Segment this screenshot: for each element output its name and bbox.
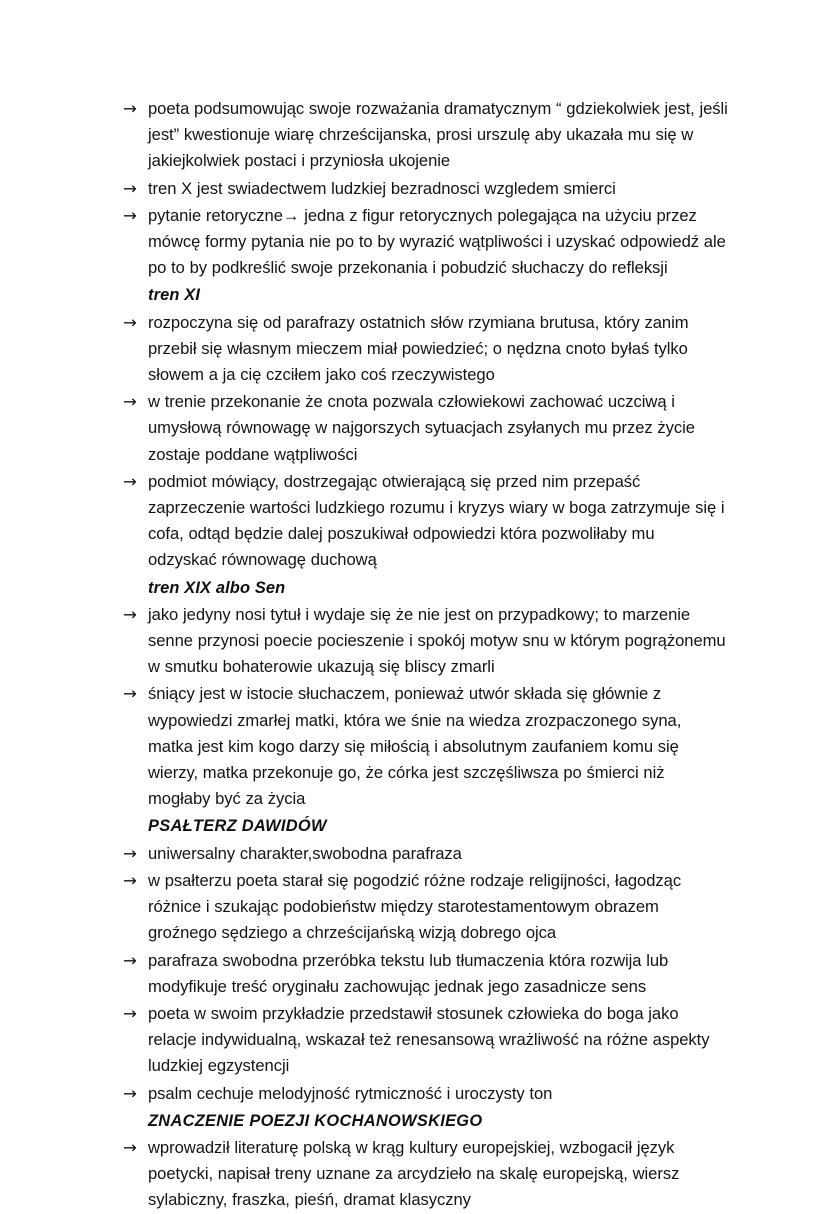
arrow-right-icon: → (123, 392, 137, 412)
list-item (122, 1001, 728, 1080)
arrow-right-icon: → (123, 1137, 137, 1157)
list-item (122, 1081, 728, 1107)
list-item-text: w trenie przekonanie że cnota pozwala człowiekowi zachować uczciwą i umysłową równowagę w najgorszych sytuacjach zsyłanych mu przez życie zostaje poddane wątpliwości (148, 392, 695, 464)
list-item-text: uniwersalny charakter,swobodna parafraza (148, 843, 462, 863)
arrow-right-icon: → (123, 843, 137, 863)
arrow-right-icon: → (123, 312, 137, 332)
arrow-right-icon: → (123, 471, 137, 491)
list-item-text: poeta podsumowując swoje rozważania dramatycznym “ gdziekolwiek jest, jeśli jest” kwestionuje wiarę chrześcijanska, prosi urszulę aby ukazała mu się w jakiejkolwiek postaci i przyniosła ukojenie (148, 99, 728, 171)
section-heading: tren XIX albo Sen (148, 578, 286, 597)
list-item (122, 469, 728, 574)
list-item-text: w psałterzu poeta starał się pogodzić różne rodzaje religijności, łagodząc różnice i szukając podobieństw między starotestamentowym obrazem groźnego sędziego a chrześcijańską wizją dobrego ojca (148, 870, 682, 943)
list-item-text: psalm cechuje melodyjność rytmiczność i uroczysty ton (148, 1083, 553, 1103)
arrow-right-icon: → (123, 950, 137, 970)
section-heading: ZNACZENIE POEZJI KOCHANOWSKIEGO (148, 1111, 483, 1130)
list-item-text: tren X jest swiadectwem ludzkiej bezradnosci wzgledem smierci (148, 178, 616, 198)
notes-content (122, 96, 728, 1214)
list-item (122, 310, 728, 389)
arrow-right-icon: → (123, 99, 137, 118)
list-item (122, 841, 728, 867)
list-item (122, 176, 728, 202)
list-item-text: parafraza swobodna przeróbka tekstu lub tłumaczenia która rozwija lub modyfikuje treść oryginału zachowując jednak jego zasadnicze sens (148, 950, 669, 996)
list-item (122, 389, 728, 468)
list-item (122, 602, 728, 681)
arrow-right-icon: → (123, 1003, 137, 1023)
arrow-right-icon: → (123, 178, 137, 198)
list-item-text: poeta w swoim przykładzie przedstawił stosunek człowieka do boga jako relacje indywidualną, wskazał też renesansową wrażliwość na różne aspekty ludzkiej egzystencji (148, 1003, 710, 1076)
arrow-right-icon: → (123, 684, 137, 704)
list-item (122, 948, 728, 1000)
list-item-text: podmiot mówiący, dostrzegając otwierającą się przed nim przepaść zaprzeczenie wartości ludzkiego rozumu i kryzys wiary w boga zatrzymuje się i cofa, odtąd będzie dalej poszukiwał odpowiedzi która pozwoliłaby mu odzyskać równowagę duchową (148, 471, 725, 570)
list-item (122, 1135, 728, 1214)
list-item (122, 868, 728, 947)
arrow-right-icon: → (123, 1083, 137, 1103)
list-item-text: wprowadził literaturę polską w krąg kultury europejskiej, wzbogacił język poetycki, napisał treny uznane za arcydzieło na skalę europejską, wiersz sylabiczny, fraszka, pieśń, dramat klasyczny (148, 1137, 680, 1210)
section-heading: tren XI (148, 286, 201, 305)
section-heading: PSAŁTERZ DAWIDÓW (148, 817, 327, 836)
list-item-text: pytanie retoryczne→ jedna z figur retorycznych polegająca na użyciu przez mówcę formy pytania nie po to by wyrazić wątpliwości i uzyskać odpowiedź ale po to by podkreślić swoje przekonania i pobudzić słuchaczy do refleksji (148, 205, 726, 278)
list-item (122, 681, 728, 812)
list-item-text: jako jedyny nosi tytuł i wydaje się że nie jest on przypadkowy; to marzenie senne przynosi poecie pocieszenie i spokój motyw snu w którym pogrążonemu w smutku bohaterowie ukazują się bliscy zmarli (148, 604, 726, 677)
arrow-right-icon: → (123, 205, 137, 225)
list-item (122, 203, 728, 282)
list-item (122, 96, 728, 175)
list-item-text: śniący jest w istocie słuchaczem, ponieważ utwór składa się głównie z wypowiedzi zmarłej matki, która we śnie na wiedza zrozpaczonego syna, matka jest kim kogo darzy się miłością i absolutnym zaufaniem komu się wierzy, matka przekonuje go, że córka jest szczęśliwsza po śmierci niż mogłaby być za życia (148, 684, 682, 809)
arrow-right-icon: → (123, 604, 137, 624)
arrow-right-icon: → (123, 870, 137, 890)
list-item-text: rozpoczyna się od parafrazy ostatnich słów rzymiana brutusa, który zanim przebił się własnym mieczem miał powiedzieć; o nędzna cnoto byłaś tylko słowem a ja cię czciłem jako coś rzeczywistego (148, 312, 689, 385)
